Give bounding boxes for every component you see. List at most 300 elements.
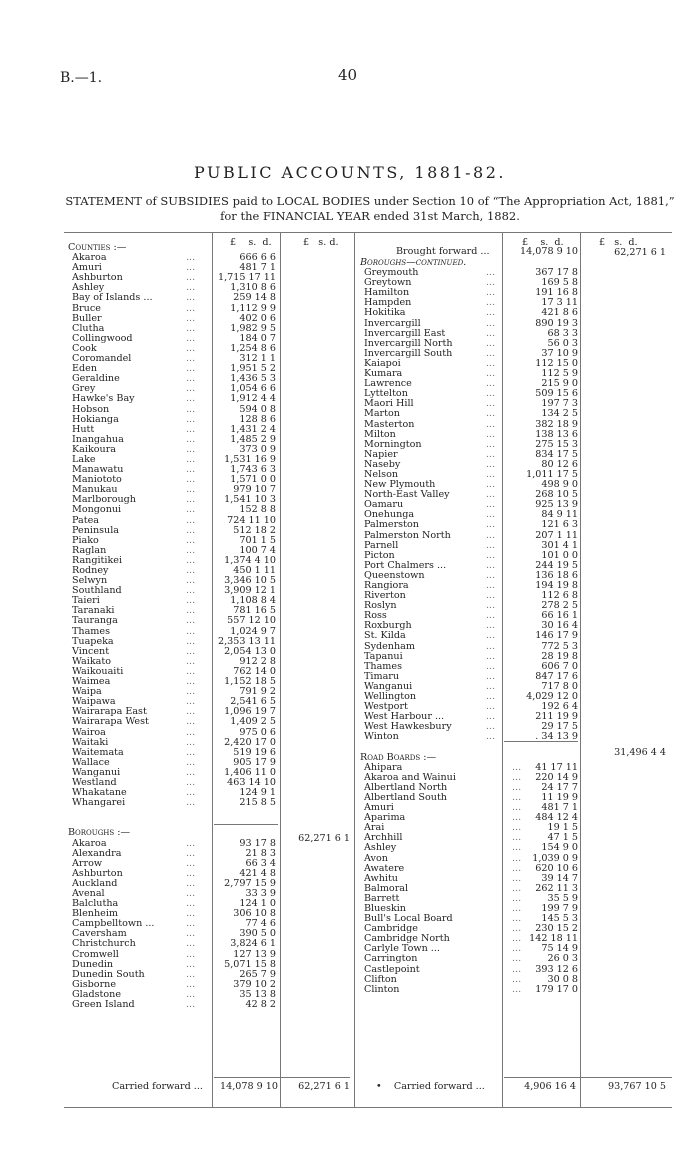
right-borough-row-amount: 847 17 6 <box>535 670 578 682</box>
leader-dots: ... <box>486 701 496 713</box>
currency-header-left-b: £ s. d. <box>303 237 339 248</box>
leader-dots: ... <box>186 595 196 607</box>
county-row-name: Southland <box>72 585 122 597</box>
leader-dots: ... <box>486 317 496 329</box>
county-row-name: Taranaki <box>72 605 115 617</box>
leader-dots: ... <box>186 898 196 910</box>
leader-dots: ... <box>486 448 496 460</box>
leader-dots: ... <box>512 802 522 814</box>
county-row-amount: 912 2 8 <box>239 655 276 667</box>
leader-dots: ... <box>186 655 196 667</box>
county-row-name: Hokianga <box>72 413 119 425</box>
leader-dots: ... <box>186 605 196 617</box>
leader-dots: ... <box>486 368 496 380</box>
road-board-row-name: Aparima <box>364 812 406 824</box>
leader-dots: ... <box>186 837 196 849</box>
county-row-name: Lake <box>72 453 96 465</box>
leader-dots: ... <box>186 797 196 809</box>
county-row-amount: 781 16 5 <box>233 605 276 617</box>
right-borough-row-name: New Plymouth <box>364 479 436 491</box>
right-borough-row-amount: 194 19 8 <box>535 580 578 591</box>
county-row-amount: 259 14 8 <box>233 292 276 304</box>
road-board-row-amount: 39 14 7 <box>541 872 578 884</box>
borough-row-name: Christchurch <box>72 938 136 950</box>
leader-dots: ... <box>486 559 496 571</box>
borough-row-amount: 66 3 4 <box>245 857 276 869</box>
left-carried-label: Carried forward ... <box>112 1081 203 1092</box>
brought-forward-amount-b: 62,271 6 1 <box>614 247 666 258</box>
leader-dots: ... <box>186 978 196 990</box>
statement-subtitle: STATEMENT of SUBSIDIES paid to LOCAL BODIES under Section 10 of “The Appropriation Act, 1881,” for the FINANCIAL YEAR ended 31st March, 1882. <box>65 194 675 223</box>
right-borough-row-name: Hokitika <box>364 307 406 319</box>
leader-dots: ... <box>186 464 196 476</box>
leader-dots: ... <box>186 716 196 728</box>
leader-dots: ... <box>186 534 196 546</box>
right-borough-row-name: West Harbour ... <box>364 711 445 723</box>
leader-dots: ... <box>186 948 196 960</box>
right-borough-row-name: Wanganui <box>364 680 413 692</box>
road-board-row-name: Castlepoint <box>364 963 420 975</box>
leader-dots: ... <box>186 645 196 657</box>
leader-dots: ... <box>186 292 196 304</box>
col-divider <box>212 232 213 1108</box>
right-borough-row-amount: 146 17 9 <box>535 630 578 642</box>
leader-dots: ... <box>486 580 496 591</box>
right-borough-row-name: Queenstown <box>364 569 425 581</box>
borough-row-name: Arrow <box>72 857 103 869</box>
leader-dots: ... <box>486 529 496 541</box>
right-borough-row-amount: 101 0 0 <box>541 549 578 561</box>
leader-dots: ... <box>186 514 196 526</box>
county-row-name: Hobson <box>72 403 110 415</box>
right-borough-row-amount: 1,011 17 5 <box>526 468 578 480</box>
road-board-row-name: Carlyle Town ... <box>364 943 440 955</box>
county-row-amount: 1,254 8 6 <box>230 342 276 354</box>
county-row-amount: 100 7 4 <box>239 544 276 556</box>
right-borough-row-amount: 56 0 3 <box>547 337 578 349</box>
right-borough-row-amount: 192 6 4 <box>541 701 578 713</box>
right-borough-row-amount: 925 13 9 <box>535 499 578 511</box>
county-row-amount: 557 12 10 <box>227 615 276 627</box>
road-board-row <box>360 985 576 995</box>
leader-dots: ... <box>186 554 196 566</box>
left-carried-rule <box>214 1077 350 1078</box>
right-borough-row-amount: 498 9 0 <box>541 479 578 491</box>
county-row-amount: 1,531 16 9 <box>224 453 276 465</box>
county-row-amount: 762 14 0 <box>233 665 276 677</box>
county-row-amount: 1,571 0 0 <box>230 474 276 486</box>
borough-row-name: Auckland <box>72 877 118 889</box>
leader-dots: ... <box>486 600 496 612</box>
county-row-amount: 1,112 9 9 <box>230 302 276 314</box>
borough-row-name: Green Island <box>72 999 135 1011</box>
borough-row-name: Balclutha <box>72 898 119 910</box>
leader-dots: ... <box>186 787 196 799</box>
page-title: PUBLIC ACCOUNTS, 1881-82. <box>194 163 506 182</box>
leader-dots: ... <box>186 272 196 284</box>
leader-dots: ... <box>186 756 196 768</box>
leader-dots: ... <box>512 791 522 803</box>
county-row-name: Wairoa <box>72 726 106 738</box>
borough-row-name: Cromwell <box>72 948 119 960</box>
leader-dots: ... <box>486 711 496 723</box>
leader-dots: ... <box>512 781 522 793</box>
county-row-name: Ashley <box>72 282 105 294</box>
leader-dots: ... <box>486 357 496 369</box>
right-borough-row-name: Kaiapoi <box>364 357 401 369</box>
right-borough-row-amount: 84 9 11 <box>541 509 578 521</box>
right-borough-row-name: St. Kilda <box>364 630 406 642</box>
leader-dots: ... <box>186 423 196 435</box>
leader-dots: ... <box>186 403 196 415</box>
road-board-row-amount: 75 14 9 <box>541 943 578 955</box>
right-borough-row-name: Palmerston <box>364 519 419 531</box>
road-boards-heading: Road Boards :— <box>360 751 437 763</box>
borough-row-name: Campbelltown ... <box>72 918 155 930</box>
county-row-name: Tauranga <box>72 615 118 627</box>
leader-dots: ... <box>486 721 496 733</box>
col-divider <box>280 232 281 1108</box>
road-board-row-amount: 145 5 3 <box>541 913 578 925</box>
county-row-name: Thames <box>72 625 110 637</box>
county-row-name: Whakatane <box>72 787 127 799</box>
leader-dots: ... <box>486 509 496 521</box>
county-row-name: Grey <box>72 383 96 395</box>
right-borough-row-amount: 278 2 5 <box>541 600 578 612</box>
right-borough-row-name: Greytown <box>364 277 412 289</box>
county-row-amount: 1,715 17 11 <box>218 272 276 284</box>
right-borough-row-amount: 382 18 9 <box>535 418 578 430</box>
leader-dots: ... <box>486 479 496 491</box>
county-row-name: Waitaki <box>72 736 109 748</box>
county-row-amount: 1,912 4 4 <box>230 393 276 405</box>
leader-dots: ... <box>486 398 496 410</box>
leader-dots: ... <box>512 812 522 824</box>
right-borough-row-amount: 134 2 5 <box>541 408 578 420</box>
county-row-name: Ashburton <box>72 272 123 284</box>
borough-row-name: Caversham <box>72 928 127 940</box>
leader-dots: ... <box>486 388 496 400</box>
leader-dots: ... <box>186 696 196 708</box>
road-board-row-amount: 47 1 5 <box>547 832 578 844</box>
right-borough-row-name: Tapanui <box>364 650 403 662</box>
left-carried-amount-a: 14,078 9 10 <box>220 1081 278 1092</box>
leader-dots: ... <box>186 686 196 698</box>
right-borough-row-amount: 834 17 5 <box>535 448 578 460</box>
leader-dots: ... <box>512 842 522 854</box>
right-borough-row-amount: 215 9 0 <box>541 378 578 390</box>
leader-dots: ... <box>486 691 496 703</box>
leader-dots: ... <box>186 373 196 385</box>
right-borough-row-amount: 301 4 1 <box>541 539 578 551</box>
leader-dots: ... <box>186 252 196 264</box>
right-borough-row-amount: 169 5 8 <box>541 277 578 289</box>
right-borough-row-name: Invercargill East <box>364 327 446 339</box>
leader-dots: ... <box>186 524 196 536</box>
county-row-name: Inangahua <box>72 433 124 445</box>
county-row-amount: 402 0 6 <box>239 312 276 324</box>
leader-dots: ... <box>486 378 496 390</box>
leader-dots: ... <box>186 867 196 879</box>
leader-dots: ... <box>186 474 196 486</box>
county-row-name: Westland <box>72 776 117 788</box>
right-borough-row-name: Hamilton <box>364 287 410 299</box>
right-borough-row-name: Napier <box>364 448 398 460</box>
road-board-row-name: Albertland North <box>364 781 448 793</box>
road-board-row-name: Clinton <box>364 983 400 995</box>
leader-dots: ... <box>186 282 196 294</box>
right-borough-row-name: Winton <box>364 731 399 743</box>
leader-dots: ... <box>512 872 522 884</box>
county-row-name: Waitemata <box>72 746 124 758</box>
road-board-row-name: Archhill <box>364 832 403 844</box>
leader-dots: ... <box>486 277 496 289</box>
leader-dots: ... <box>486 650 496 662</box>
leader-dots: ... <box>486 438 496 450</box>
currency-header-left-a: £ s. d. <box>230 237 272 248</box>
right-borough-row-amount: 211 19 9 <box>535 711 578 723</box>
road-board-row-name: Barrett <box>364 892 400 904</box>
road-board-row-amount: 142 18 11 <box>529 933 578 945</box>
leader-dots: ... <box>486 569 496 581</box>
leader-dots: ... <box>186 635 196 647</box>
borough-row-amount: 306 10 8 <box>233 908 276 920</box>
leader-dots: ... <box>512 913 522 925</box>
page-ref: B.—1. <box>60 70 103 86</box>
leader-dots: ... <box>186 312 196 324</box>
county-row-amount: 1,108 8 4 <box>230 595 276 607</box>
county-row-name: Tuapeka <box>72 635 114 647</box>
right-borough-row-amount: 275 15 3 <box>535 438 578 450</box>
col-divider <box>354 232 355 1108</box>
leader-dots: ... <box>186 999 196 1011</box>
leader-dots: ... <box>186 393 196 405</box>
borough-row-name: Akaroa <box>72 837 107 849</box>
leader-dots: ... <box>486 680 496 692</box>
borough-row-amount: 127 13 9 <box>233 948 276 960</box>
right-borough-row-amount: 112 15 0 <box>535 357 578 369</box>
borough-row <box>68 999 276 1011</box>
leader-dots: ... <box>186 342 196 354</box>
borough-row-name: Alexandra <box>72 847 122 859</box>
borough-row-amount: 33 3 9 <box>245 888 276 899</box>
county-row-name: Amuri <box>72 262 102 274</box>
leader-dots: ... <box>486 267 496 279</box>
county-row-name: Waikouaiti <box>72 665 124 677</box>
right-borough-row-name: Wellington <box>364 691 417 703</box>
leader-dots: ... <box>486 670 496 682</box>
road-board-row-amount: 620 10 6 <box>535 862 578 874</box>
right-borough-row-name: Rangiora <box>364 580 409 591</box>
county-row-amount: 312 1 1 <box>239 353 276 365</box>
right-borough-row-amount: 112 6 8 <box>541 590 578 602</box>
right-borough-row-amount: 28 19 8 <box>541 650 578 662</box>
borough-row-amount: 77 4 6 <box>245 918 276 930</box>
leader-dots: ... <box>512 761 522 773</box>
county-row-amount: 1,743 6 3 <box>230 464 276 476</box>
county-row-amount: 2,054 13 0 <box>224 645 276 657</box>
county-row-name: Hawke's Bay <box>72 393 135 405</box>
leader-dots: ... <box>186 544 196 556</box>
leader-dots: ... <box>186 363 196 375</box>
county-row-amount: 512 18 2 <box>233 524 276 536</box>
county-row-name: Collingwood <box>72 332 133 344</box>
right-borough-row-amount: 509 15 6 <box>535 388 578 400</box>
borough-row-name: Dunedin South <box>72 968 145 980</box>
leader-dots: ... <box>512 903 522 914</box>
leader-dots: ... <box>486 660 496 672</box>
county-row-name: Raglan <box>72 544 107 556</box>
right-borough-row-name: Westport <box>364 701 408 713</box>
right-borough-row-name: Invercargill North <box>364 337 453 349</box>
road-board-row-amount: 230 15 2 <box>535 923 578 935</box>
right-borough-row-amount: 136 18 6 <box>535 569 578 581</box>
leader-dots: ... <box>186 776 196 788</box>
leader-dots: ... <box>186 908 196 920</box>
borough-row-amount: 124 1 0 <box>239 898 276 910</box>
road-board-row-amount: 1,039 0 9 <box>532 852 578 864</box>
right-borough-row-amount: 197 7 3 <box>541 398 578 410</box>
leader-dots: ... <box>486 539 496 551</box>
right-brought-row <box>360 247 576 257</box>
county-row-amount: 1,982 9 5 <box>230 322 276 334</box>
leader-dots: ... <box>486 499 496 511</box>
leader-dots: ... <box>186 484 196 496</box>
leader-dots: ... <box>512 892 522 904</box>
right-borough-row-name: Maori Hill <box>364 398 414 410</box>
leader-dots: ... <box>486 549 496 561</box>
road-board-row-name: Clifton <box>364 973 397 985</box>
leader-dots: ... <box>186 968 196 980</box>
county-row-amount: 724 11 10 <box>227 514 276 526</box>
county-row <box>68 797 276 809</box>
right-borough-row-name: Marton <box>364 408 400 420</box>
leader-dots: ... <box>186 585 196 597</box>
leader-dots: ... <box>186 383 196 395</box>
leader-dots: ... <box>186 413 196 425</box>
leader-dots: ... <box>186 443 196 455</box>
leader-dots: ... <box>512 771 522 783</box>
leader-dots: ... <box>186 918 196 930</box>
right-borough-row-name: Greymouth <box>364 267 419 279</box>
county-row-name: Selwyn <box>72 575 108 587</box>
borough-row-name: Blenheim <box>72 908 118 920</box>
county-row-name: Cook <box>72 342 97 354</box>
right-borough-row-amount: 421 8 6 <box>541 307 578 319</box>
leader-dots: ... <box>186 766 196 778</box>
borough-row-name: Gladstone <box>72 988 122 1000</box>
leader-dots: ... <box>186 433 196 445</box>
road-board-row-amount: 19 1 5 <box>547 822 578 834</box>
right-borough-row-name: Invercargill <box>364 317 421 329</box>
county-row-amount: 1,409 2 5 <box>230 716 276 728</box>
road-board-row-name: Avon <box>364 852 388 864</box>
road-board-row-amount: 481 7 1 <box>541 802 578 814</box>
county-row-name: Maniototo <box>72 474 122 486</box>
county-row-amount: 3,909 12 1 <box>224 585 276 597</box>
right-borough-row-amount: 68 3 3 <box>547 327 578 339</box>
road-board-row-name: Carrington <box>364 953 418 965</box>
leader-dots: ... <box>512 923 522 935</box>
county-row-amount: 1,024 9 7 <box>230 625 276 637</box>
counties-subtotal-rule <box>214 824 278 825</box>
county-row-amount: 979 10 7 <box>233 484 276 496</box>
road-board-row-amount: 30 0 8 <box>547 973 578 985</box>
left-carried-amount-b: 62,271 6 1 <box>298 1081 350 1092</box>
road-board-row-name: Balmoral <box>364 882 409 894</box>
leader-dots: ... <box>512 882 522 894</box>
road-board-row-name: Ashley <box>364 842 397 854</box>
right-borough-row-name: West Hawkesbury <box>364 721 452 733</box>
road-board-row-name: Awhitu <box>364 872 398 884</box>
right-borough-row-name: Riverton <box>364 590 406 602</box>
right-borough-row-name: Port Chalmers ... <box>364 559 447 571</box>
county-row-amount: 666 6 6 <box>239 252 276 264</box>
road-board-row-amount: 179 17 0 <box>535 983 578 995</box>
county-row-name: Manawatu <box>72 464 124 476</box>
county-row-name: Hutt <box>72 423 95 435</box>
right-borough-row-name: Lyttelton <box>364 388 408 400</box>
road-board-row-amount: 262 11 3 <box>535 882 578 894</box>
right-borough-row-name: Invercargill South <box>364 347 453 359</box>
leader-dots: ... <box>512 963 522 975</box>
borough-row-amount: 421 4 8 <box>239 867 276 879</box>
county-row <box>68 716 276 728</box>
road-board-row-name: Awatere <box>364 862 405 874</box>
right-borough-row-name: Timaru <box>364 670 400 682</box>
col-divider <box>580 232 581 1108</box>
leader-dots: ... <box>186 332 196 344</box>
leader-dots: ... <box>186 625 196 637</box>
leader-dots: ... <box>186 353 196 365</box>
right-borough-row-amount: 367 17 8 <box>535 267 578 279</box>
road-board-row-name: Albertland South <box>364 791 447 803</box>
boroughs-heading: Boroughs :— <box>68 827 131 839</box>
county-row-amount: 594 0 8 <box>239 403 276 415</box>
currency-header-right-a: £ s. d. <box>522 237 564 248</box>
county-row-amount: 1,096 19 7 <box>224 706 276 718</box>
county-row-name: Coromandel <box>72 353 132 365</box>
right-borough-row-amount: 30 16 4 <box>541 620 578 632</box>
right-borough-row-amount: 37 10 9 <box>541 347 578 359</box>
right-carried-amount-a: 4,906 16 4 <box>524 1081 576 1092</box>
right-borough-row-amount: 244 19 5 <box>535 559 578 571</box>
county-row-name: Waimea <box>72 676 111 688</box>
leader-dots: ... <box>486 287 496 299</box>
leader-dots: ... <box>186 504 196 516</box>
leader-dots: ... <box>512 933 522 945</box>
leader-dots: ... <box>512 983 522 995</box>
county-row-name: Rangitikei <box>72 554 123 566</box>
borough-row-name: Gisborne <box>72 978 117 990</box>
road-board-row-name: Ahipara <box>364 761 403 773</box>
right-carried-label: • Carried forward ... <box>376 1081 485 1092</box>
right-borough-row-amount: 207 1 11 <box>535 529 578 541</box>
right-borough-row-name: Parnell <box>364 539 399 551</box>
county-row-amount: 152 8 8 <box>239 504 276 516</box>
county-row-amount: 1,436 5 3 <box>230 373 276 385</box>
county-row-amount: 450 1 11 <box>233 565 276 576</box>
leader-dots: ... <box>512 943 522 955</box>
leader-dots: ... <box>186 877 196 889</box>
county-row-name: Mongonui <box>72 504 122 516</box>
leader-dots: ... <box>186 888 196 899</box>
right-borough-row-amount: 66 16 1 <box>541 610 578 622</box>
leader-dots: ... <box>186 453 196 465</box>
county-row-name: Taieri <box>72 595 100 607</box>
leader-dots: ... <box>486 620 496 632</box>
county-row-amount: 128 8 6 <box>239 413 276 425</box>
